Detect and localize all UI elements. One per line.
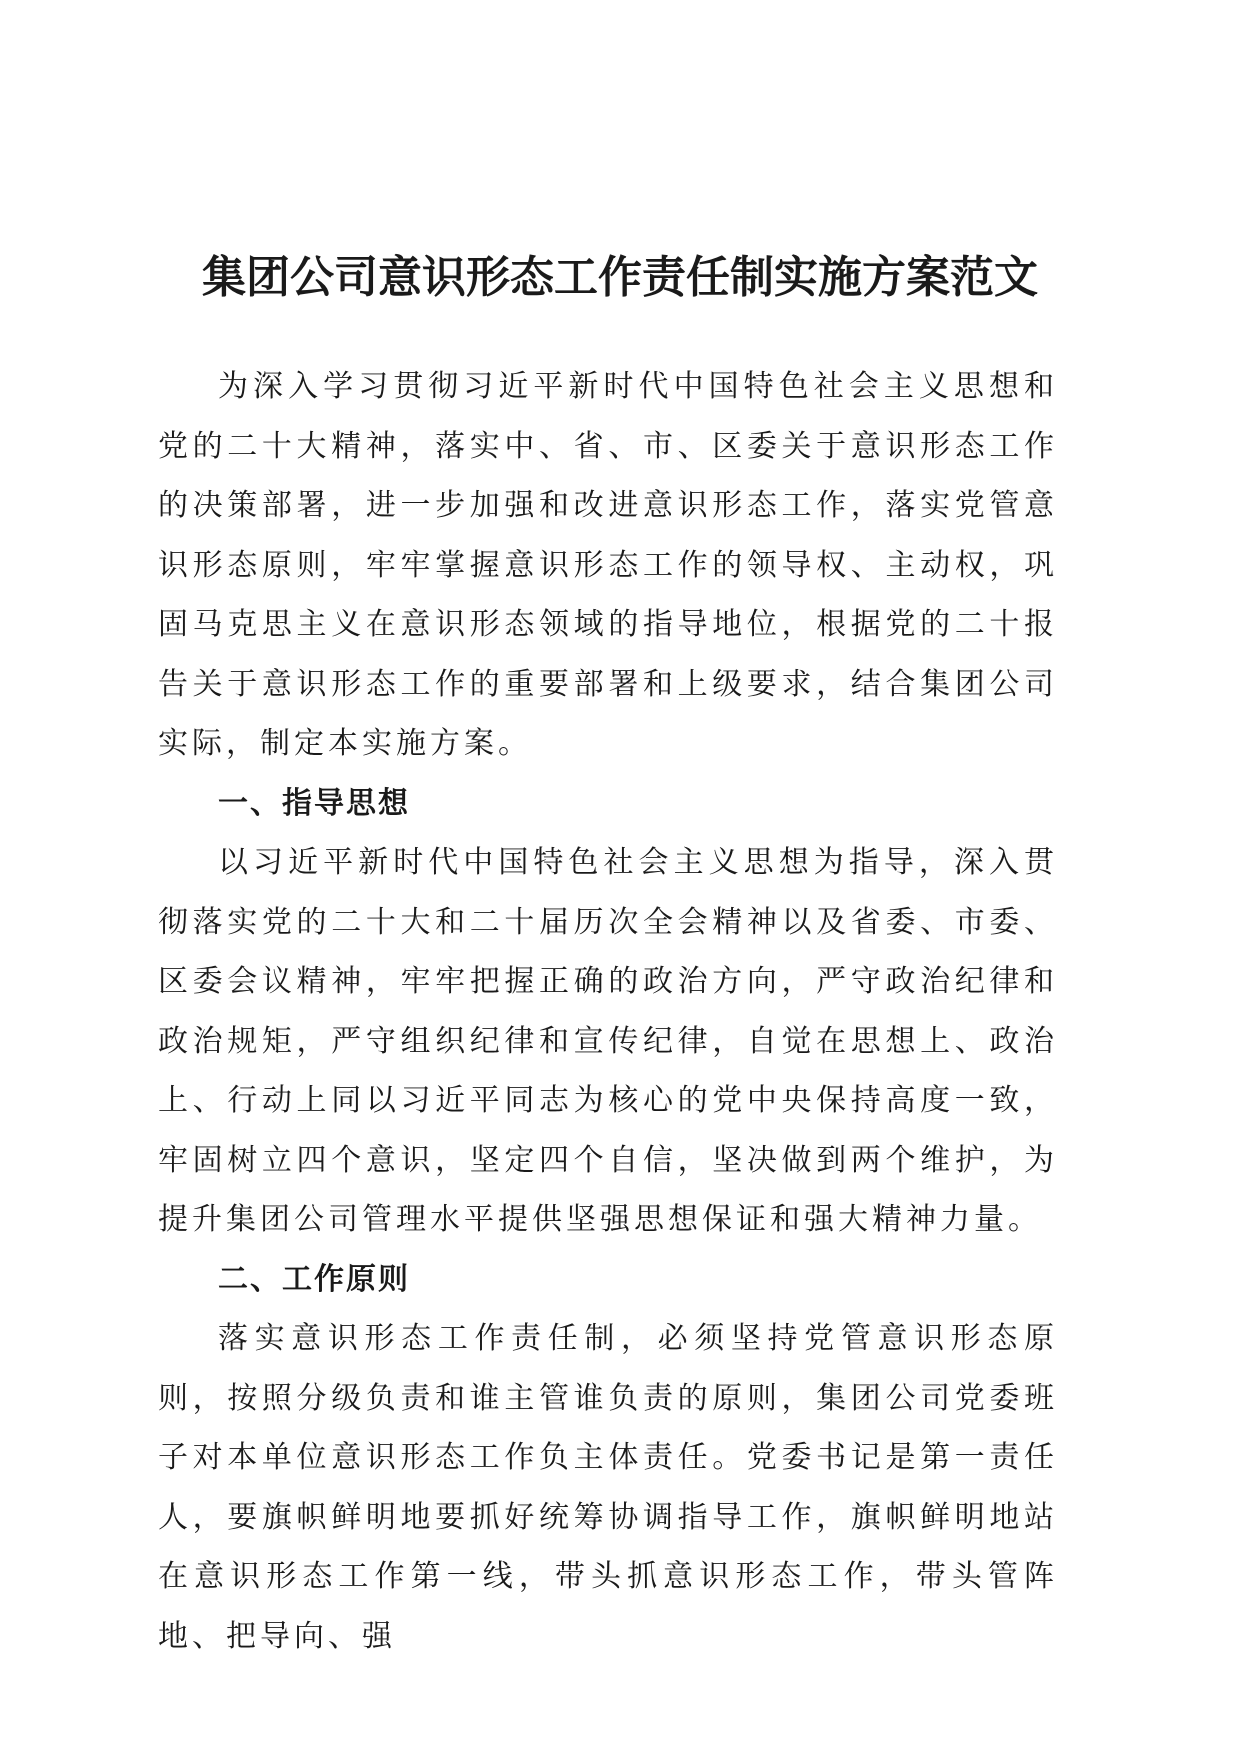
document-title: 集团公司意识形态工作责任制实施方案范文 — [202, 252, 1038, 303]
section-heading-guiding-ideology: 一、指导思想 — [218, 785, 410, 821]
section-paragraph-guiding-ideology: 以习近平新时代中国特色社会主义思想为指导，深入贯彻落实党的二十大和二十届历次全会精神以及省委、市委、区委会议精神，牢牢把握正确的政治方向，严守政治纪律和政治规矩，严守组织纪律和宣传纪律，自觉在思想上、政治上、行动上同以习近平同志为核心的党中央保持高度一致，牢固树立四个意识，坚定四个自信，坚决做到两个维护，为提升集团公司管理水平提供坚强思想保证和强大精神力量。 — [158, 845, 1058, 1237]
document-body — [158, 357, 1058, 1666]
section-heading-work-principles: 二、工作原则 — [218, 1261, 410, 1297]
section-paragraph-work-principles: 落实意识形态工作责任制，必须坚持党管意识形态原则，按照分级负责和谁主管谁负责的原则，集团公司党委班子对本单位意识形态工作负主体责任。党委书记是第一责任人，要旗帜鲜明地要抓好统筹协调指导工作，旗帜鲜明地站在意识形态工作第一线，带头抓意识形态工作，带头管阵地、把导向、强 — [158, 1321, 1058, 1654]
intro-paragraph: 为深入学习贯彻习近平新时代中国特色社会主义思想和党的二十大精神，落实中、省、市、区委关于意识形态工作的决策部署，进一步加强和改进意识形态工作，落实党管意识形态原则，牢牢掌握意识形态工作的领导权、主动权，巩固马克思主义在意识形态领域的指导地位，根据党的二十报告关于意识形态工作的重要部署和上级要求，结合集团公司实际，制定本实施方案。 — [158, 369, 1058, 761]
